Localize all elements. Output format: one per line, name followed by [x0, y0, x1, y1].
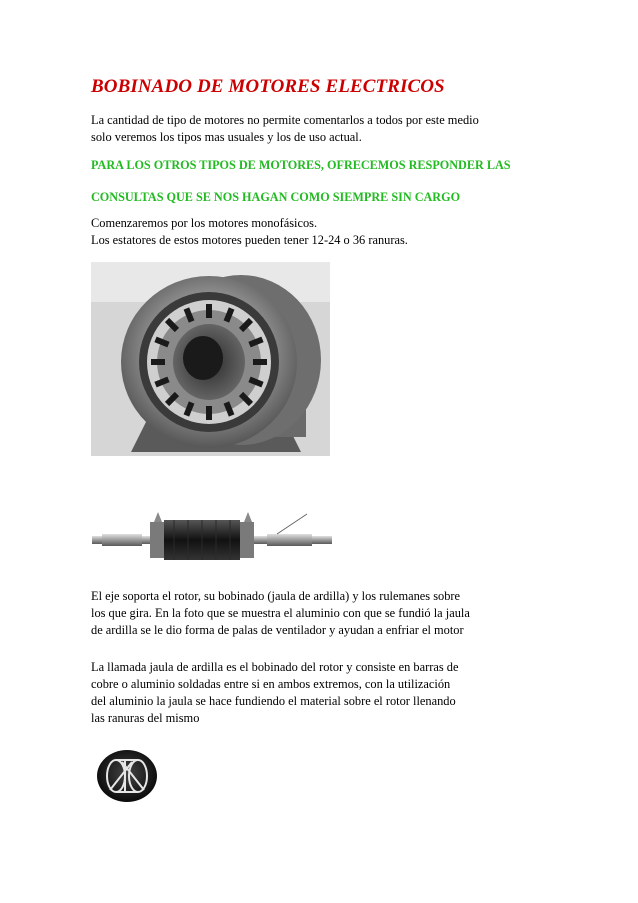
document-title: BOBINADO DE MOTORES ELECTRICOS: [91, 76, 445, 97]
rotor-line: los que gira. En la foto que se muestra el aluminio con que se fundió la jaula: [91, 606, 470, 620]
notice-line-2: CONSULTAS QUE SE NOS HAGAN COMO SIEMPRE SIN CARGO: [91, 190, 461, 204]
monofasicos-line: Los estatores de estos motores pueden tener 12-24 o 36 ranuras.: [91, 233, 408, 247]
notice-line-1: PARA LOS OTROS TIPOS DE MOTORES, OFRECEMOS RESPONDER LAS: [91, 158, 511, 172]
squirrel-cage-photo: [92, 745, 162, 807]
rotor-photo: [92, 512, 332, 562]
rotor-line: de ardilla se le dio forma de palas de ventilador y ayudan a enfriar el motor: [91, 623, 464, 637]
jaula-line: cobre o aluminio soldadas entre si en ambos extremos, con la utilización: [91, 677, 451, 691]
rotor-line: El eje soporta el rotor, su bobinado (jaula de ardilla) y los rulemanes sobre: [91, 589, 461, 603]
jaula-line: La llamada jaula de ardilla es el bobinado del rotor y consiste en barras de: [91, 660, 459, 674]
intro-line: La cantidad de tipo de motores no permite comentarlos a todos por este medio: [91, 113, 479, 127]
jaula-paragraph: [91, 659, 458, 727]
jaula-line: las ranuras del mismo: [91, 711, 200, 725]
jaula-line: del aluminio la jaula se hace fundiendo el material sobre el rotor llenando: [91, 694, 456, 708]
monofasicos-line: Comenzaremos por los motores monofásicos.: [91, 216, 318, 230]
stator-photo: [91, 262, 330, 456]
monofasicos-paragraph: [91, 215, 408, 249]
intro-paragraph: [91, 112, 479, 146]
rotor-paragraph: [91, 588, 470, 639]
intro-line: solo veremos los tipos mas usuales y los de uso actual.: [91, 130, 362, 144]
